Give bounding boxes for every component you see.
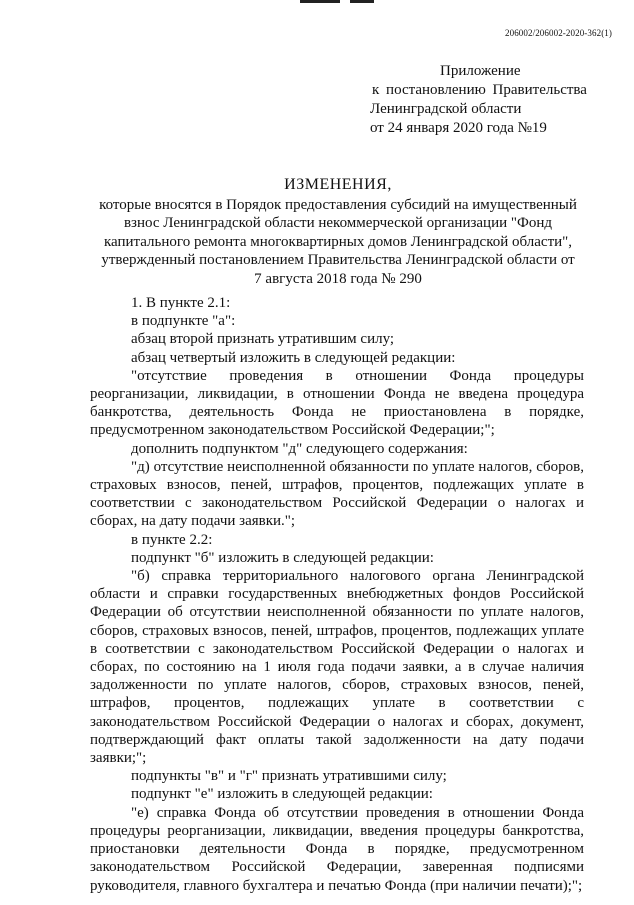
document-body (90, 294, 584, 895)
annex-date-line: от 24 января 2020 года №19 (370, 120, 547, 136)
annex-decree-line: к постановлению Правительства (372, 82, 587, 98)
top-scan-mark (350, 0, 374, 3)
paragraph-subitem-d: "д) отсутствие неисполненной обязанности по уплате налогов, сборов, страховых взносов, пеней, штрафов, процентов, подлежащих уплате в соответствии с законодательством Российской Федерации о налогах и сборах, на дату подачи заявки."; (90, 458, 584, 530)
paragraph-subitem-b: "б) справка территориального налогового органа Ленинградской области и справки государственных внебюджетных фондов Российской Федерации об отсутствии неисполненной обязанности по уплате налогов, сборов, страховых взносов, пеней, штрафов, процентов, подлежащих уплате в соответствии с законодательством Российской Федерации о налогах и сборах, по состоянию на 1 июля года подачи заявки, а в случае наличия задолженности по уплате налогов, сборов, страховых взносов, пеней, штрафов, процентов, подлежащих уплате в соответствии с законодательством Российской Федерации о налогах и сборах, документ, подтверждающий факт оплаты такой задолженности на дату подачи заявки;"; (90, 568, 584, 767)
document-subtitle: которые вносятся в Порядок предоставления субсидий на имущественный взнос Ленинградской области некоммерческой организации "Фонд капитального ремонта многоквартирных домов Ленинградской области", утвержденный постановлением Правительства Ленинградской области от 7 августа 2018 года № 290 (99, 196, 577, 287)
paragraph-b-intro: подпункт "б" изложить в следующей редакции: (131, 549, 434, 566)
top-scan-mark (300, 0, 340, 3)
title-block (96, 176, 580, 289)
paragraph-subitem-a: в подпункте "а": (131, 313, 236, 330)
document-id: 206002/206002-2020-362(1) (505, 28, 612, 38)
paragraph-no-reorganization: "отсутствие проведения в отношении Фонда процедуры реорганизации, ликвидации, в отношении Фонда не введена процедура банкротства, деятельность Фонда не приостановлена в порядке, предусмотренном законодательством Российской Федерации;"; (90, 367, 584, 439)
paragraph-add-d-intro: дополнить подпунктом "д" следующего содержания: (131, 440, 468, 457)
paragraph-fourth-intro: абзац четвертый изложить в следующей редакции: (131, 349, 456, 366)
paragraph-void-second: абзац второй признать утратившим силу; (131, 331, 395, 348)
paragraph-void-v-g: подпункты "в" и "г" признать утратившими силу; (131, 768, 447, 785)
annex-region-line: Ленинградской области (370, 101, 522, 117)
paragraph-item-1: 1. В пункте 2.1: (131, 295, 231, 311)
document-heading: ИЗМЕНЕНИЯ, (284, 176, 392, 193)
annex-block (370, 62, 610, 138)
paragraph-subitem-e: "е) справка Фонда об отсутствии проведения в отношении Фонда процедуры реорганизации, ликвидации, введения процедуры банкротства, приостановки деятельности Фонда в порядке, предусмотренном законодательством Российской Федерации, заверенная подписями руководителя, главного бухгалтера и печатью Фонда (при наличии печати);"; (90, 804, 584, 894)
paragraph-item-2-2: в пункте 2.2: (131, 531, 213, 548)
paragraph-e-intro: подпункт "е" изложить в следующей редакции: (131, 786, 433, 803)
annex-label: Приложение (440, 63, 521, 79)
